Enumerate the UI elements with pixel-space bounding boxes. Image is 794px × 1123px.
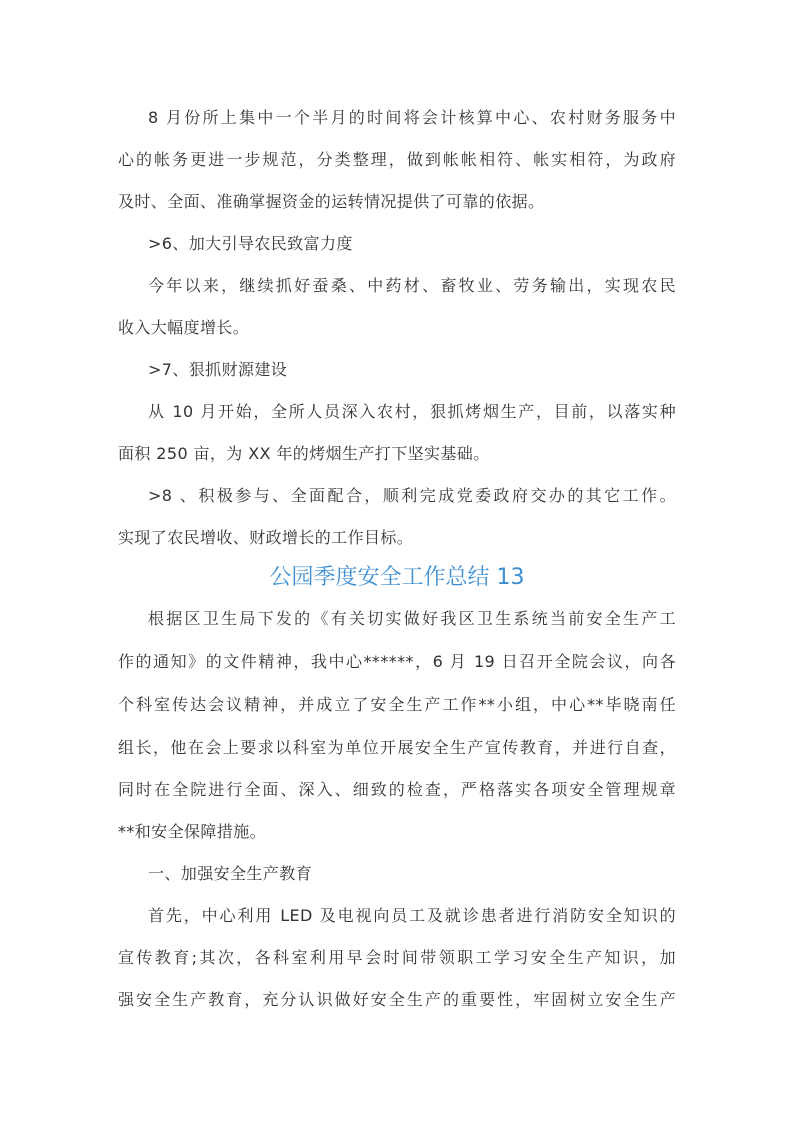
- paragraph-line: 及时、全面、准确掌握资金的运转情况提供了可靠的依据。: [118, 192, 545, 211]
- paragraph-line: 宣传教育;其次，各科室利用早会时间带领职工学习安全生产知识，加: [118, 948, 676, 967]
- paragraph-line: 从 10 月开始，全所人员深入农村，狠抓烤烟生产，目前，以落实种: [148, 402, 676, 421]
- paragraph-line: 个科室传达会议精神，并成立了安全生产工作**小组，中心**毕晓南任: [118, 695, 676, 714]
- list-heading: >8 、积极参与、全面配合，顺利完成党委政府交办的其它工作。: [148, 486, 676, 505]
- paragraph-line: 同时在全院进行全面、深入、细致的检查，严格落实各项安全管理规章: [118, 780, 676, 799]
- paragraph-line: 组长，他在会上要求以科室为单位开展安全生产宣传教育，并进行自查，: [118, 738, 676, 757]
- paragraph-line: 心的帐务更进一步规范，分类整理，做到帐帐相符、帐实相符，为政府: [118, 150, 676, 169]
- paragraph-line: 强安全生产教育，充分认识做好安全生产的重要性，牢固树立安全生产: [118, 990, 676, 1009]
- list-heading: >7、狠抓财源建设: [148, 360, 288, 379]
- paragraph-line: 作的通知》的文件精神，我中心******，6 月 19 日召开全院会议，向各: [118, 652, 676, 671]
- list-heading: 一、加强安全生产教育: [148, 864, 313, 883]
- paragraph-line: 面积 250 亩，为 XX 年的烤烟生产打下坚实基础。: [118, 444, 490, 463]
- paragraph-line: 今年以来，继续抓好蚕桑、中药材、畜牧业、劳务输出，实现农民: [148, 276, 676, 295]
- paragraph-line: 收入大幅度增长。: [118, 318, 250, 337]
- paragraph-line: **和安全保障措施。: [118, 822, 267, 841]
- list-heading: >6、加大引导农民致富力度: [148, 234, 353, 253]
- paragraph-line: 首先，中心利用 LED 及电视向员工及就诊患者进行消防安全知识的: [148, 906, 676, 925]
- paragraph-line: 实现了农民增收、财政增长的工作目标。: [118, 528, 414, 547]
- paragraph-line: 8 月份所上集中一个半月的时间将会计核算中心、农村财务服务中: [148, 108, 676, 127]
- section-title: 公园季度安全工作总结 13: [269, 565, 525, 590]
- paragraph-line: 根据区卫生局下发的《有关切实做好我区卫生系统当前安全生产工: [148, 609, 676, 628]
